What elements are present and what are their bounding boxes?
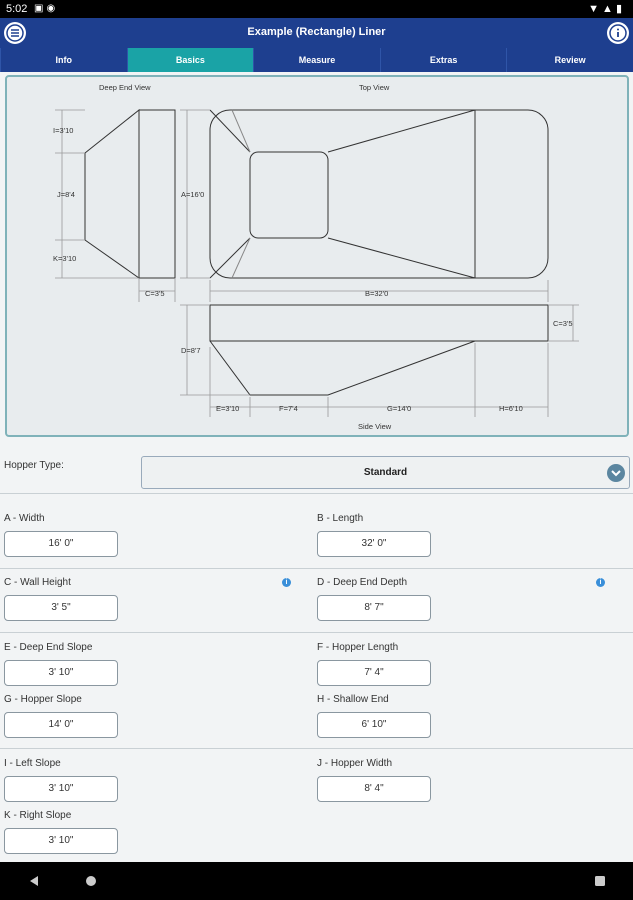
deep-end-view-label: Deep End View [99,83,151,92]
top-view-outline [210,110,548,278]
dim-h: H=6'10 [499,404,523,413]
dim-a: A=16'0 [181,190,205,199]
hopper-type-select[interactable] [141,456,630,489]
status-bar [0,0,633,18]
label-b-length: B - Length [317,513,364,524]
hopper-type-label: Hopper Type: [4,460,64,471]
tab-bar [0,48,633,72]
tab-review[interactable]: Review [506,48,633,72]
label-h-shallow-end: H - Shallow End [317,694,389,705]
separator [0,632,633,633]
tab-basics[interactable]: Basics [127,48,254,72]
app-bar [0,18,633,48]
dim-d: D=8'7 [181,346,201,355]
separator [0,568,633,569]
liner-diagram [5,75,629,437]
recents-icon[interactable] [594,875,606,887]
dim-j: J=8'4 [57,190,75,199]
label-d-deep-end-depth: D - Deep End Depth [317,577,408,588]
system-nav-bar [0,862,633,900]
e-deep-end-slope-input[interactable]: 3' 10" [4,660,118,686]
dim-i: I=3'10 [53,126,74,135]
label-j-hopper-width: J - Hopper Width [317,758,393,769]
deep-end-wall [139,110,175,278]
notification-icons: ▣◉ [34,3,59,14]
side-view-label: Side View [358,422,392,431]
info-circle-icon [607,22,629,44]
hopper-type-value: Standard [363,467,408,478]
k-right-slope-input[interactable]: 3' 10" [4,828,118,854]
page-title: Example (Rectangle) Liner [247,26,386,38]
info-icon[interactable]: i [282,578,291,587]
dim-c-top: C=3'5 [145,289,165,298]
label-g-hopper-slope: G - Hopper Slope [4,694,82,705]
dim-e: E=3'10 [216,404,240,413]
top-view-label: Top View [359,83,390,92]
info-button[interactable] [607,22,629,44]
separator [0,493,633,494]
label-f-hopper-length: F - Hopper Length [317,642,399,653]
d-deep-end-depth-input[interactable]: 8' 7" [317,595,431,621]
system-icons: ▼▲▮ [588,3,625,15]
liner-diagram-svg [7,77,627,435]
deep-end-view-shape [85,110,139,278]
side-view-floor [210,341,475,395]
label-c-wall-height: C - Wall Height [4,577,71,588]
status-time: 5:02 [6,3,28,15]
info-icon[interactable]: i [596,578,605,587]
label-a-width: A - Width [4,513,45,524]
dim-f: F=7'4 [279,404,298,413]
home-icon[interactable] [85,875,97,887]
dim-b: B=32'0 [365,289,389,298]
h-shallow-end-input[interactable]: 6' 10" [317,712,431,738]
dim-c-side: C=3'5 [553,319,573,328]
chevron-down-icon[interactable] [607,464,625,482]
label-k-right-slope: K - Right Slope [4,810,72,821]
j-hopper-width-input[interactable]: 8' 4" [317,776,431,802]
label-i-left-slope: I - Left Slope [4,758,61,769]
back-icon[interactable] [28,875,40,887]
g-hopper-slope-input[interactable]: 14' 0" [4,712,118,738]
c-wall-height-input[interactable]: 3' 5" [4,595,118,621]
i-left-slope-input[interactable]: 3' 10" [4,776,118,802]
b-length-input[interactable]: 32' 0" [317,531,431,557]
side-view-wall [210,305,548,341]
tab-info[interactable]: Info [0,48,127,72]
separator [0,748,633,749]
tab-extras[interactable]: Extras [380,48,507,72]
dim-g: G=14'0 [387,404,412,413]
f-hopper-length-input[interactable]: 7' 4" [317,660,431,686]
a-width-input[interactable]: 16' 0" [4,531,118,557]
top-view-hopper [250,152,328,238]
label-e-deep-end-slope: E - Deep End Slope [4,642,93,653]
dim-k: K=3'10 [53,254,77,263]
tab-measure[interactable]: Measure [253,48,380,72]
